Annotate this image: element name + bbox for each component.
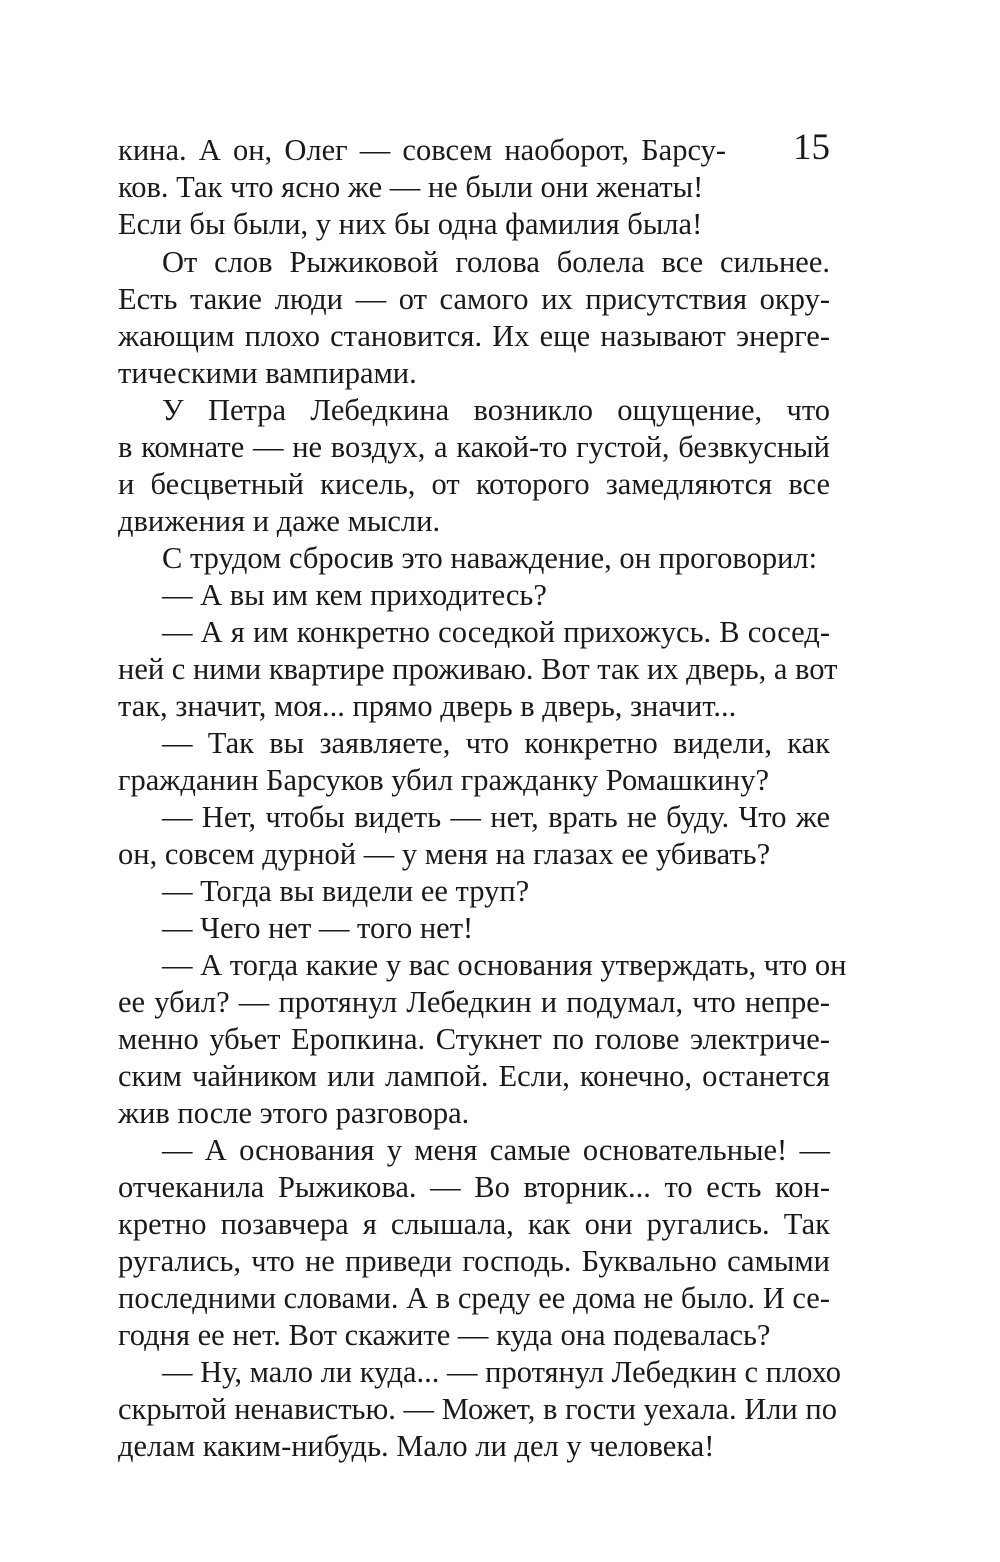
text-line: — А основания у меня самые основательные! — [162, 1133, 830, 1167]
text-line: гражданин Барсуков убил гражданку Ромашкину? [118, 763, 770, 797]
text-line: ее убил? — протянул Лебедкин и подумал, что непре- [118, 985, 830, 1019]
text-line: — А тогда какие у вас основания утверждать, что он [162, 948, 847, 982]
text-line: — Нет, чтобы видеть — нет, врать не буду. Что же [162, 800, 830, 834]
text-line: — Так вы заявляете, что конкретно видели, как [162, 726, 830, 760]
text-line: кретно позавчера я слышала, как они ругались. Так [118, 1207, 830, 1241]
text-line: С трудом сбросив это наваждение, он проговорил: [162, 541, 818, 575]
text-line: Есть такие люди — от самого их присутствия окру- [118, 282, 830, 316]
text-line: менно убьет Еропкина. Стукнет по голове электриче- [118, 1022, 830, 1056]
text-line: тическими вампирами. [118, 356, 417, 390]
text-line: ней с ними квартире проживаю. Вот так их дверь, а вот [118, 652, 838, 686]
page-number: 15 [793, 127, 830, 168]
text-line: — Тогда вы видели ее труп? [162, 874, 530, 908]
text-line: — Ну, мало ли куда... — протянул Лебедкин с плохо [162, 1355, 842, 1389]
text-line: последними словами. А в среду ее дома не было. И се- [118, 1281, 830, 1315]
text-line: скрытой ненавистью. — Может, в гости уехала. Или по [118, 1392, 837, 1426]
text-line: так, значит, моя... прямо дверь в дверь, значит... [118, 689, 737, 723]
text-line: годня ее нет. Вот скажите — куда она подевалась? [118, 1318, 771, 1352]
text-line: — А вы им кем приходитесь? [162, 578, 547, 612]
text-line: — А я им конкретно соседкой прихожусь. В сосед- [162, 615, 830, 649]
text-line: движения и даже мысли. [118, 504, 441, 538]
text-line: ским чайником или лампой. Если, конечно, останется [118, 1059, 830, 1093]
text-line: в комнате — не воздух, а какой-то густой, безвкусный [118, 430, 830, 464]
text-line: ков. Так что ясно же — не были они женаты! [118, 170, 704, 204]
text-line: он, совсем дурной — у меня на глазах ее убивать? [118, 837, 771, 871]
text-line: и бесцветный кисель, от которого замедляются все [118, 467, 830, 501]
text-line: делам каким-нибудь. Мало ли дел у человека! [118, 1429, 715, 1463]
text-line: Если бы были, у них бы одна фамилия была! [118, 207, 703, 241]
text-line: ругались, что не приведи господь. Буквально самыми [118, 1244, 830, 1278]
text-line: жающим плохо становится. Их еще называют энерге- [118, 319, 830, 353]
text-line: жив после этого разговора. [118, 1096, 470, 1130]
text-line: От слов Рыжиковой голова болела все сильнее. [162, 245, 830, 279]
text-line: У Петра Лебедкина возникло ощущение, что [162, 393, 830, 427]
text-line: кина. А он, Олег — совсем наоборот, Барсу- [118, 133, 726, 167]
text-line: — Чего нет — того нет! [162, 911, 474, 945]
text-line: отчеканила Рыжикова. — Во вторник... то есть кон- [118, 1170, 830, 1204]
